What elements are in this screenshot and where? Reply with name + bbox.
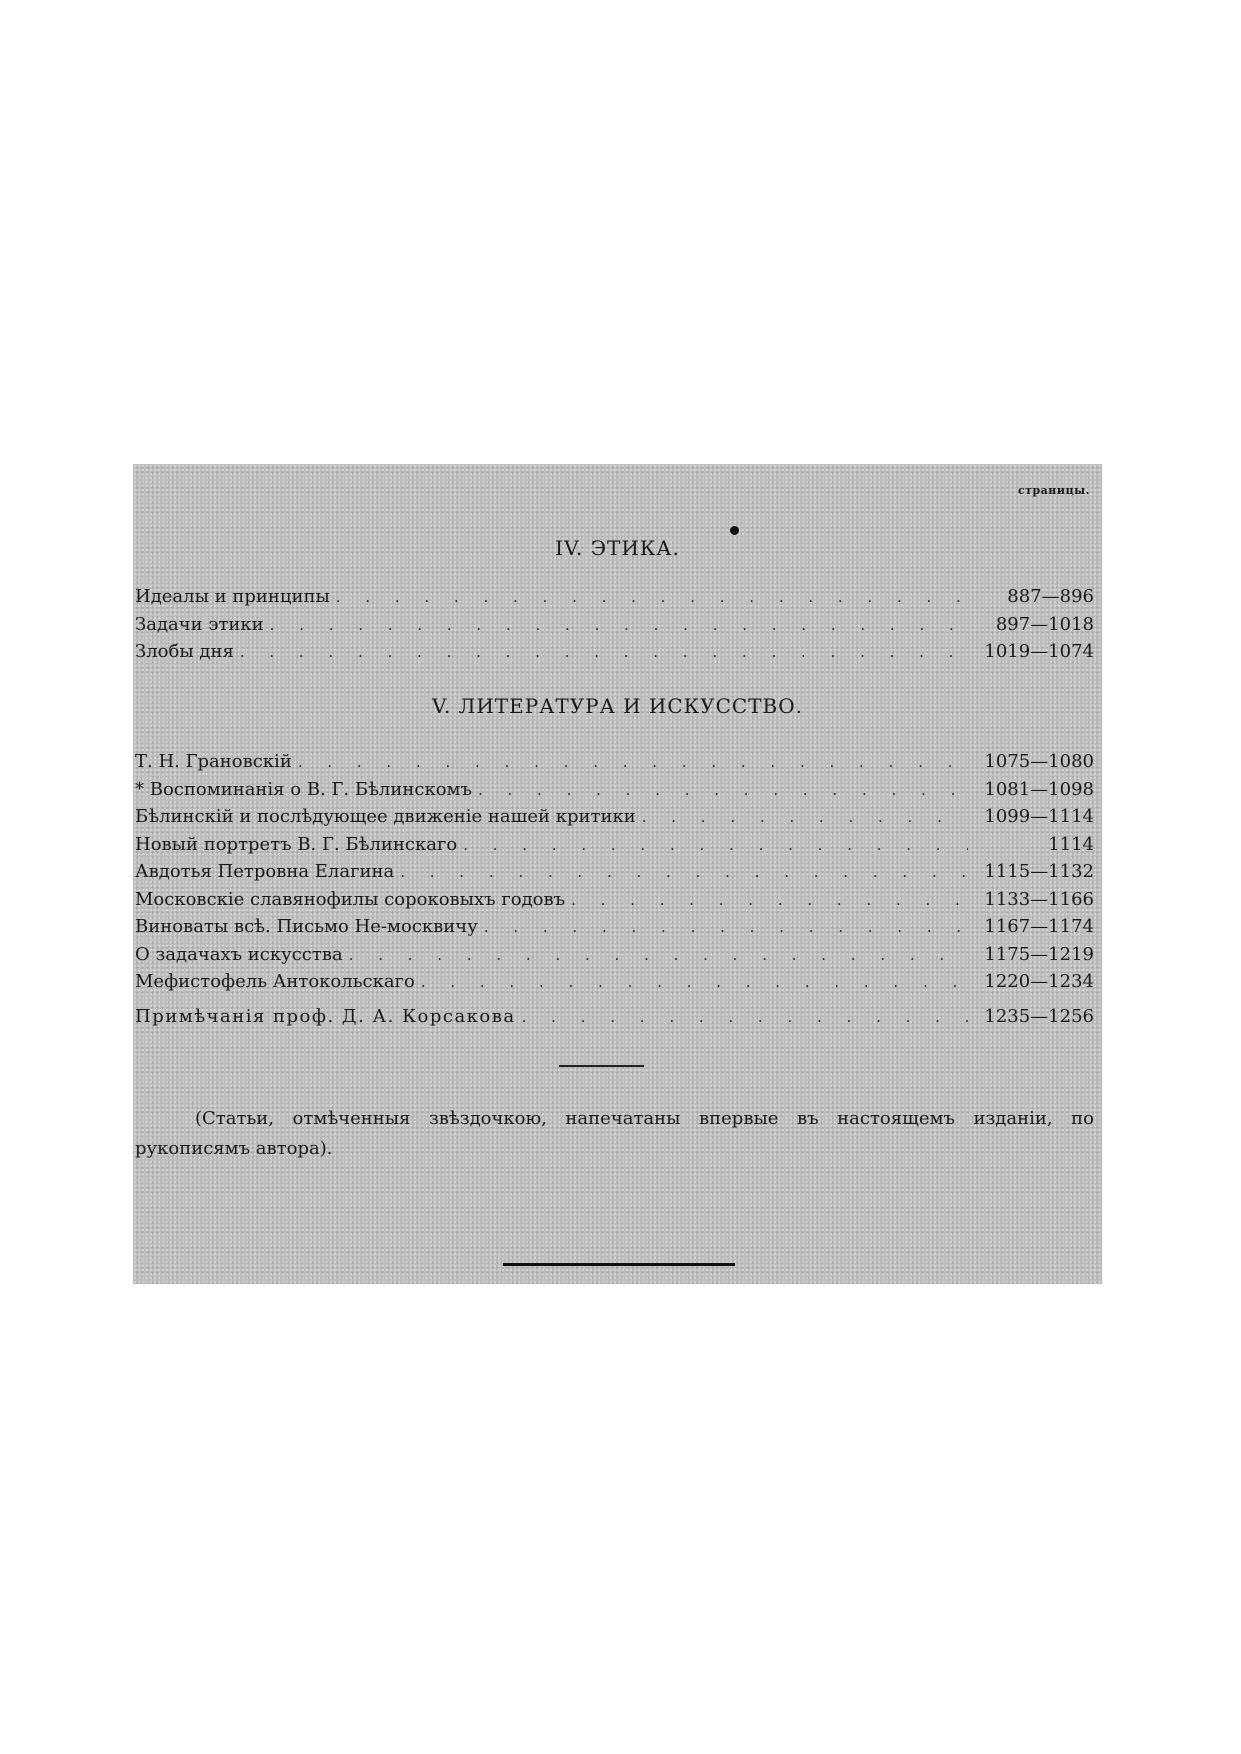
entry-title: Злобы дня: [135, 641, 234, 662]
entry-pages: 1019—1074: [984, 641, 1094, 662]
entry-pages: 1133—1166: [984, 888, 1094, 910]
entry-pages: 1115—1132: [984, 861, 1094, 882]
dot-leader: [642, 808, 968, 826]
entry-title: * Воспоминанія о В. Г. Бѣлинскомъ: [135, 778, 472, 800]
entry-title: Бѣлинскій и послѣдующее движеніе нашей критики: [135, 806, 636, 827]
dot-leader: [240, 643, 968, 661]
section-literature-entries: [135, 751, 1094, 999]
entry-title: Задачи этики: [135, 613, 264, 635]
toc-entry: [135, 971, 1094, 999]
dot-leader: [478, 781, 968, 799]
section-title-ethics: IV. ЭТИКА.: [555, 536, 680, 560]
dot-leader: [298, 753, 968, 771]
dot-leader: [349, 946, 968, 964]
notes-entry-block: [135, 1006, 1094, 1034]
toc-entry: [135, 586, 1094, 614]
entry-pages: 1081—1098: [984, 778, 1094, 800]
dot-leader: [484, 918, 968, 936]
entry-pages: 1175—1219: [984, 943, 1094, 965]
entry-pages: 1114: [1048, 833, 1094, 855]
toc-entry: [135, 806, 1094, 834]
toc-entry: [135, 861, 1094, 889]
divider-rule: [559, 1065, 644, 1067]
entry-pages: 1167—1174: [984, 916, 1094, 937]
entry-title: Виноваты всѣ. Письмо Не-москвичу: [135, 916, 478, 937]
entry-pages: 1220—1234: [984, 971, 1094, 992]
dot-leader: [463, 836, 968, 854]
dot-leader: [336, 588, 968, 606]
entry-title: Примѣчанія проф. Д. А. Корсакова: [135, 1006, 516, 1027]
footnote: (Статьи, отмѣченныя звѣздочкою, напечатаны впервые въ настоящемъ изданіи, по рукописямъ автора).: [135, 1108, 1094, 1159]
entry-title: Идеалы и принципы: [135, 586, 330, 607]
toc-entry: [135, 751, 1094, 779]
entry-pages: 887—896: [1007, 586, 1094, 607]
dot-leader: [571, 891, 968, 909]
toc-entry: [135, 779, 1094, 807]
dot-leader: [400, 863, 968, 881]
toc-entry-notes: [135, 1006, 1094, 1034]
entry-pages: 1235—1256: [984, 1006, 1094, 1027]
dot-leader: [522, 1008, 968, 1026]
toc-entry: [135, 889, 1094, 917]
entry-pages: 1075—1080: [984, 751, 1094, 772]
pages-column-label: страницы.: [1017, 484, 1090, 497]
toc-entry: [135, 834, 1094, 862]
scanned-page: [133, 464, 1102, 1284]
dot-leader: [270, 616, 968, 634]
entry-pages: 897—1018: [995, 613, 1094, 635]
entry-title: Авдотья Петровна Елагина: [135, 861, 395, 882]
toc-entry: [135, 916, 1094, 944]
entry-pages: 1099—1114: [984, 806, 1094, 827]
entry-title: Т. Н. Грановскій: [135, 751, 292, 772]
entry-title: Мефистофель Антокольскаго: [135, 971, 415, 992]
entry-title: Московскіе славянофилы сороковыхъ годовъ: [135, 888, 566, 910]
toc-entry: [135, 944, 1094, 972]
dot-leader: [421, 973, 968, 991]
entry-title: О задачахъ искусства: [135, 943, 343, 965]
ink-blot: [730, 526, 739, 535]
toc-entry: [135, 641, 1094, 669]
closing-rule: [503, 1263, 735, 1266]
toc-entry: [135, 614, 1094, 642]
section-ethics-entries: [135, 586, 1094, 669]
section-title-literature: V. ЛИТЕРАТУРА И ИСКУССТВО.: [432, 694, 803, 718]
entry-title: Новый портретъ В. Г. Бѣлинскаго: [135, 833, 458, 855]
